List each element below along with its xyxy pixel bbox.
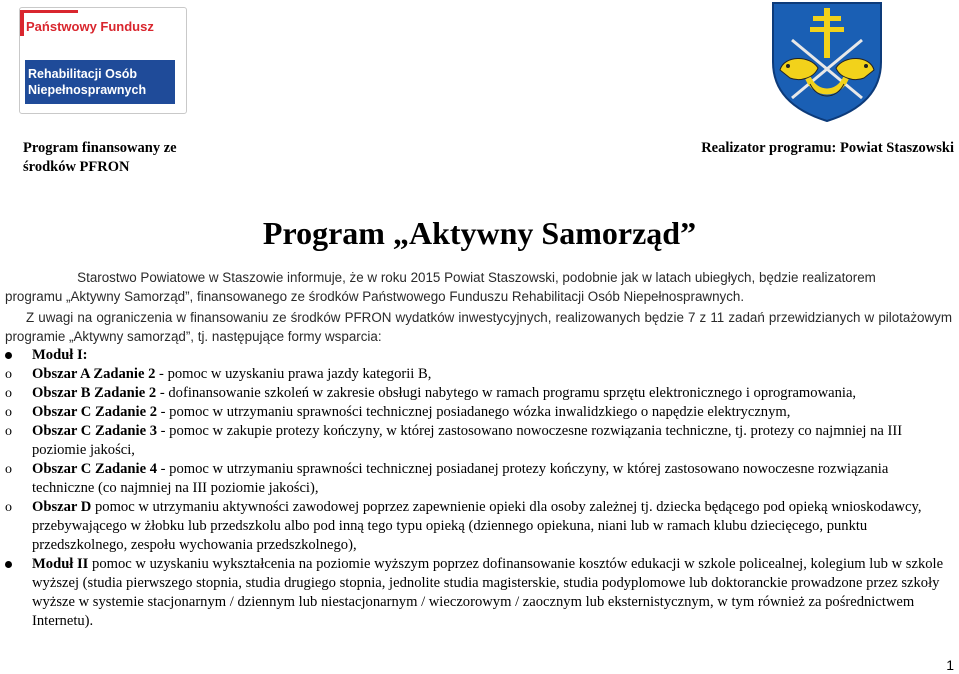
page-number: 1 (946, 657, 954, 673)
bullet-icon (5, 352, 12, 359)
item-head: Obszar C Zadanie 4 (32, 461, 158, 477)
item-text: - pomoc w utrzymaniu sprawności technicznej posiadanej protezy kończyny, w której zastosowano nowoczesne rozwiązania techniczne (co najmniej na III poziomie jakości), (32, 461, 889, 496)
item-head: Obszar A Zadanie 2 (32, 366, 156, 382)
list-item (5, 365, 945, 384)
logo-blue-box (25, 60, 175, 104)
circle-bullet-icon: o (5, 424, 12, 439)
item-text: - dofinansowanie szkoleń w zakresie obsługi nabytego w ramach programu sprzętu elektronicznego i oprogramowania, (156, 385, 857, 401)
list-item (5, 498, 945, 555)
intro-line2: programu „Aktywny Samorząd”, finansowanego ze środków Państwowego Funduszu Rehabilitacji Osób Niepełnosprawnych. (5, 289, 745, 304)
module-1-label: Moduł I: (32, 347, 88, 363)
circle-bullet-icon: o (5, 405, 12, 420)
list-item (5, 460, 945, 498)
circle-bullet-icon: o (5, 462, 12, 477)
item-text: - pomoc w zakupie protezy kończyny, w której zastosowano nowoczesne rozwiązania techniczne, tj. protezy co najmniej na III poziomie jakości, (32, 423, 903, 458)
implementer-note: Realizator programu: Powiat Staszowski (701, 140, 954, 156)
circle-bullet-icon: o (5, 367, 12, 382)
circle-bullet-icon: o (5, 500, 12, 515)
item-head: Obszar B Zadanie 2 (32, 385, 157, 401)
logo-line3: Niepełnosprawnych (28, 83, 147, 97)
intro-paragraph (5, 268, 948, 306)
circle-bullet-icon: o (5, 386, 12, 401)
bullet-icon (5, 561, 12, 568)
list-item (5, 384, 945, 403)
item-head: Obszar C Zadanie 2 (32, 404, 158, 420)
item-head: Obszar C Zadanie 3 (32, 423, 158, 439)
note-text: Z uwagi na ograniczenia w finansowaniu ze środków PFRON wydatków inwestycyjnych, realizowanych będzie 7 z 11 zadań przewidzianych w pilotażowym programie „Aktywny samorząd”, tj. następujące formy wsparcia: (5, 310, 952, 344)
logo-line2: Rehabilitacji Osób (28, 67, 138, 81)
item-head: Obszar D (32, 499, 92, 515)
logo-title: Państwowy Fundusz (26, 19, 154, 34)
funding-note (23, 139, 177, 177)
logo-red-corner-left (20, 10, 24, 36)
item-text: pomoc w utrzymaniu aktywności zawodowej poprzez zapewnienie opieki dla osoby zależnej tj. dziecka będącego pod opieką wnioskodawcy, przebywającego w żłobku lub przedszkolu albo pod inną tego typu opieką (dziennego opiekuna, niani lub w ramach klubu dziecięcego, punktu przedszkolnego, zespołu wychowania przedszkolnego), (32, 499, 922, 553)
module-2-text: pomoc w uzyskaniu wykształcenia na poziomie wyższym poprzez dofinansowanie kosztów edukacji w szkole policealnej, kolegium lub w szkole wyższej (studia pierwszego stopnia, studia drugiego stopnia, jednolite studia magisterskie, studia podyplomowe lub doktoranckie prowadzone przez szkoły wyższe w systemie stacjonarnym / dziennym lub niestacjonarnym / wieczorowym / zaocznym lub eksternistycznym, w tym również za pośrednictwem Internetu). (32, 556, 944, 629)
module-2-label: Moduł II (32, 556, 89, 572)
logo-red-corner-top (20, 10, 78, 13)
item-text: - pomoc w utrzymaniu sprawności technicznej posiadanego wózka inwalidzkiego o napędzie elektrycznym, (157, 404, 791, 420)
pfron-logo (19, 7, 187, 114)
page-title: Program „Aktywny Samorząd” (262, 215, 697, 251)
funding-line1: Program finansowany ze (23, 140, 177, 156)
coat-of-arms-icon (770, 0, 884, 123)
list-item-module-2 (5, 555, 945, 631)
note-paragraph (5, 308, 952, 346)
intro-line1: Starostwo Powiatowe w Staszowie informuje, że w roku 2015 Powiat Staszowski, podobnie jak w latach ubiegłych, będzie realizatorem (77, 270, 876, 285)
funding-line2: środków PFRON (23, 159, 130, 175)
list-item (5, 403, 945, 422)
list-item-module-1 (5, 346, 945, 365)
item-text: - pomoc w uzyskaniu prawa jazdy kategorii B, (155, 366, 432, 382)
support-forms-list (5, 346, 945, 631)
list-item (5, 422, 945, 460)
